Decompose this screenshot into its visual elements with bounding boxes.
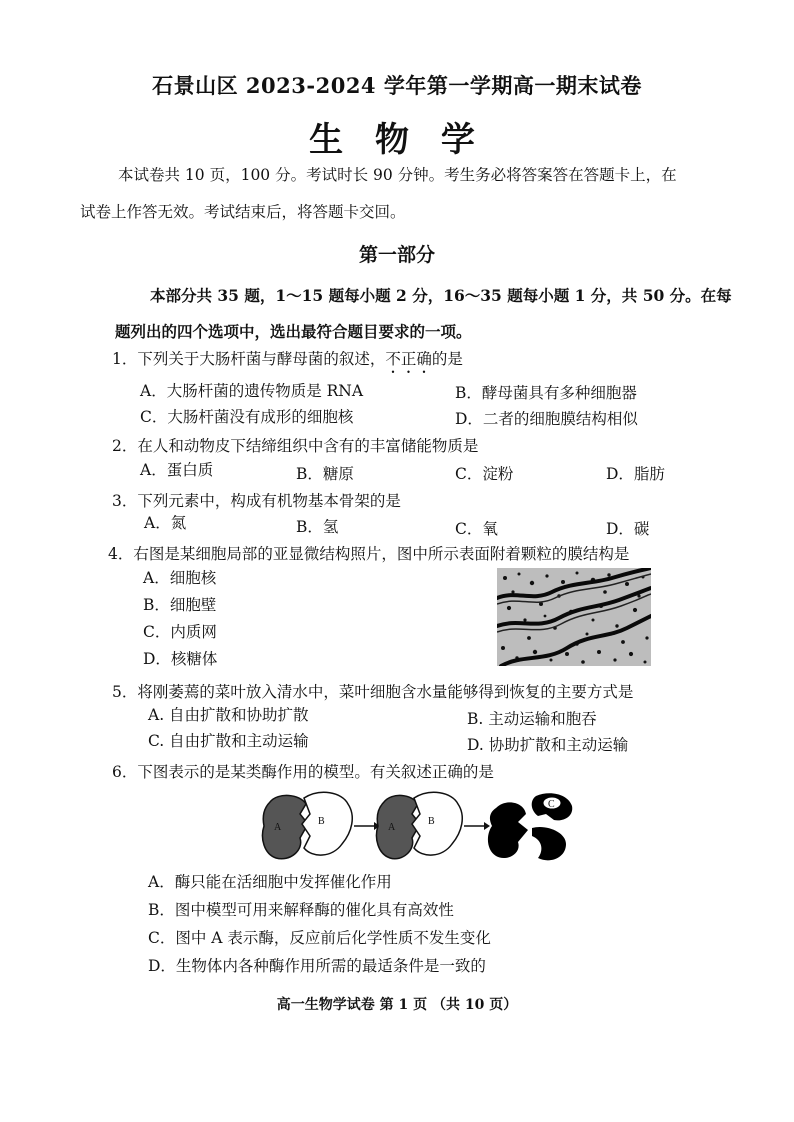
page-footer: 高一生物学试卷 第 1 页 （共 10 页） [276, 997, 518, 1013]
question-3-option-c: C．氧 [455, 520, 498, 538]
question-1-option-a: A．大肠杆菌的遗传物质是 RNA [140, 382, 364, 400]
question-5-option-a: A. 自由扩散和协助扩散 [148, 706, 309, 724]
question-3-stem: 3．下列元素中，构成有机物基本骨架的是 [112, 492, 401, 510]
question-3-option-d: D．碳 [606, 520, 650, 538]
diagram-label-a-1: A [274, 822, 282, 833]
substrate-b-bound-shape [412, 792, 462, 855]
question-5-option-d: D. 协助扩散和主动运输 [467, 736, 629, 754]
part-description-line-1: 本部分共 35 题，1～15 题每小题 2 分，16～35 题每小题 1 分，共 50 分。在每 [150, 286, 732, 305]
enzyme-model-diagram [260, 788, 580, 868]
question-6-stem: 6．下图表示的是某类酶作用的模型。有关叙述正确的是 [112, 763, 494, 781]
diagram-label-b-1: B [318, 816, 325, 827]
instructions-line-1: 本试卷共 10 页，100 分。考试时长 90 分钟。考生务必将答案答在答题卡上，在 [118, 166, 677, 184]
diagram-label-b-2: B [428, 816, 435, 827]
question-1-stem [112, 347, 463, 377]
question-1-option-b: B．酵母菌具有多种细胞器 [455, 384, 637, 402]
enzyme-a-shape [263, 795, 309, 858]
question-1-stem-pre: 1．下列关于大肠杆菌与酵母菌的叙述， [112, 350, 386, 368]
question-4-stem: 4．右图是某细胞局部的亚显微结构照片，图中所示表面附着颗粒的膜结构是 [108, 545, 630, 563]
question-3-option-a: A．氮 [144, 514, 187, 532]
electron-micrograph-figure [497, 568, 651, 666]
question-5-option-c: C. 自由扩散和主动运输 [148, 732, 309, 750]
product-left-shape [488, 802, 528, 858]
question-2-option-c: C．淀粉 [455, 465, 514, 483]
question-6-option-b: B．图中模型可用来解释酶的催化具有高效性 [148, 901, 454, 919]
part-heading: 第一部分 [358, 244, 435, 266]
question-4-option-c: C．内质网 [143, 623, 217, 641]
product-right-shape [532, 827, 566, 860]
substrate-b-shape [302, 792, 352, 855]
question-4-option-a: A．细胞核 [143, 569, 217, 587]
question-6-option-d: D．生物体内各种酶作用所需的最适条件是一致的 [148, 957, 486, 975]
subject-title: 生 物 学 [309, 120, 485, 160]
diagram-label-a-2: A [388, 822, 396, 833]
question-2-option-a: A．蛋白质 [140, 461, 214, 479]
exam-title: 石景山区 2023-2024 学年第一学期高一期末试卷 [152, 73, 642, 98]
question-3-option-b: B．氢 [296, 518, 339, 536]
question-6-option-a: A．酶只能在活细胞中发挥催化作用 [148, 873, 392, 891]
instructions-line-2: 试卷上作答无效。考试结束后，将答题卡交回。 [80, 203, 406, 221]
question-1-stem-emphasis: 不正确 [385, 350, 432, 368]
question-1-stem-post: 的是 [431, 350, 463, 368]
question-1-option-d: D．二者的细胞膜结构相似 [455, 410, 638, 428]
question-2-option-d: D．脂肪 [606, 465, 665, 483]
question-4-option-d: D．核糖体 [143, 650, 218, 668]
question-4-option-b: B．细胞壁 [143, 596, 217, 614]
part-description-line-2: 题列出的四个选项中，选出最符合题目要求的一项。 [115, 322, 472, 341]
question-2-option-b: B．糖原 [296, 465, 354, 483]
question-1-option-c: C．大肠杆菌没有成形的细胞核 [140, 408, 354, 426]
question-2-stem: 2．在人和动物皮下结缔组织中含有的丰富储能物质是 [112, 437, 479, 455]
question-5-stem: 5．将刚萎蔫的菜叶放入清水中，菜叶细胞含水量能够得到恢复的主要方式是 [112, 683, 634, 701]
question-5-option-b: B. 主动运输和胞吞 [467, 710, 597, 728]
diagram-label-c: C [548, 799, 555, 810]
question-6-option-c: C．图中 A 表示酶，反应前后化学性质不发生变化 [148, 929, 491, 947]
